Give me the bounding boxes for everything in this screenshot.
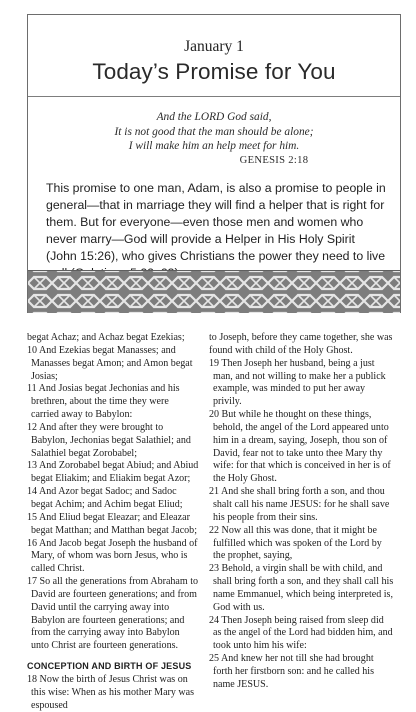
- scripture-verse: 20 But while he thought on these things, behold, the angel of the Lord appeared unto him in a dream, saying, Joseph, thou son of David, fear not to take unto thee Mary thy wife: for that which is conceived in her is of the Holy Ghost.: [209, 409, 391, 485]
- scripture-verse: 21 And she shall bring forth a son, and thou shalt call his name JESUS: for he shall save his people from their sins.: [209, 486, 390, 523]
- scripture-verse: 18 Now the birth of Jesus Christ was on this wise: When as his mother Mary was espoused: [27, 673, 195, 711]
- scripture-verse: 13 And Zorobabel begat Abiud; and Abiud begat Eliakim; and Eliakim begat Azor;: [27, 460, 199, 485]
- scripture-verse: 11 And Josias begat Jechonias and his brethren, about the time they were carried away to Babylon:: [27, 383, 180, 421]
- scripture-verse: 12 And after they were brought to Babylon, Jechonias begat Salathiel; and Salathiel begat Zorobabel;: [27, 421, 191, 459]
- scripture-verse: 14 And Azor begat Sadoc; and Sadoc begat Achim; and Achim begat Eliud;: [27, 486, 183, 510]
- lattice-pattern-icon: [28, 271, 400, 313]
- scripture-verse: begat Achaz; and Achaz begat Ezekias;: [27, 332, 185, 343]
- verse-line: I will make him an help meet for him.: [128, 140, 300, 152]
- verse-line: And the LORD God said,: [156, 111, 272, 123]
- scripture-left-column: [27, 332, 199, 712]
- scripture-verse: 25 And knew her not till she had brought forth her firstborn son: and he called his name JESUS.: [209, 653, 374, 690]
- promise-box: [27, 14, 401, 313]
- scripture-verse: 10 And Ezekias begat Manasses; and Manasses begat Amon; and Amon begat Josias;: [27, 344, 193, 382]
- title-divider: [28, 96, 400, 97]
- decorative-band: [28, 270, 400, 312]
- scripture-verse: 17 So all the generations from Abraham to David are fourteen generations; and from David until the carrying away into Babylon are fourteen generations; and from the carrying away into Babylon unto Christ are fourteen generations.: [27, 576, 199, 652]
- scripture-verse: 16 And Jacob begat Joseph the husband of Mary, of whom was born Jesus, who is called Christ.: [27, 537, 198, 575]
- scripture-verse: 23 Behold, a virgin shall be with child, and shall bring forth a son, and they shall call his name Emmanuel, which being interpreted is, God with us.: [209, 563, 394, 613]
- devotional-text: This promise to one man, Adam, is also a promise to people in general—that in marriage they will find a helper that is right for them. But for everyone—even those men and women who never marry—God will provide a Helper in His Holy Spirit (John 15:26), who gives Christians the power they need to live: [46, 181, 386, 264]
- scripture-right-column: [209, 332, 394, 692]
- promise-date: January 1: [184, 38, 244, 55]
- promise-title: Today’s Promise for You: [92, 59, 336, 84]
- verse-reference: GENESIS 2:18: [239, 154, 309, 166]
- verse-line: It is not good that the man should be alone;: [114, 125, 314, 138]
- scripture-verse: 15 And Eliud begat Eleazar; and Eleazar begat Matthan; and Matthan begat Jacob;: [27, 511, 197, 536]
- scripture-verse: to Joseph, before they came together, she was found with child of the Holy Ghost.: [209, 332, 393, 356]
- key-verse: [28, 110, 400, 168]
- section-heading: CONCEPTION AND BIRTH OF JESUS: [27, 661, 192, 672]
- scripture-verse: 22 Now all this was done, that it might be fulfilled which was spoken of the Lord by the prophet, saying,: [209, 524, 382, 562]
- scripture-verse: 19 Then Joseph her husband, being a just man, and not willing to make her a publick example, was minded to put her away privily.: [209, 357, 386, 408]
- scripture-verse: 24 Then Joseph being raised from sleep did as the angel of the Lord had bidden him, and took unto him his wife:: [209, 614, 393, 652]
